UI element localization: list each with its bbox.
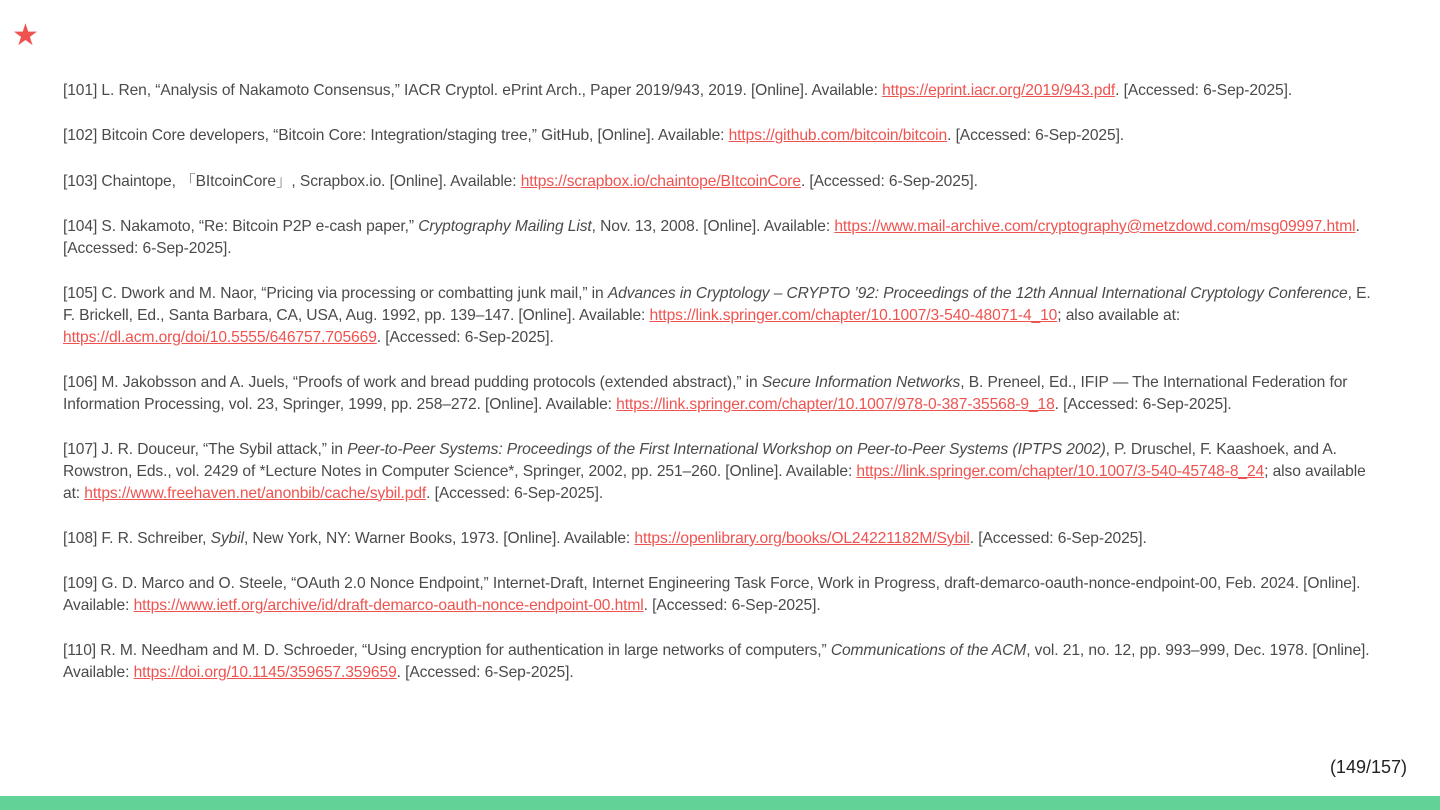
ref-link[interactable]: https://doi.org/10.1145/359657.359659 xyxy=(133,664,397,682)
footer-bar xyxy=(0,796,1440,810)
reference-108 xyxy=(63,528,1381,550)
ref-text: , Nov. 13, 2008. [Online]. Available: xyxy=(591,217,835,235)
ref-text: . [Accessed: 6-Sep-2025]. xyxy=(426,484,604,502)
ref-link[interactable]: https://link.springer.com/chapter/10.1007/3-540-48071-4_10 xyxy=(649,306,1058,324)
reference-102 xyxy=(63,125,1381,147)
ref-link[interactable]: https://github.com/bitcoin/bitcoin xyxy=(728,127,948,145)
ref-venue: Communications of the ACM xyxy=(830,642,1027,660)
ref-venue: Advances in Cryptology – CRYPTO ’92: Proceedings of the 12th Annual International Cryptology Conference xyxy=(607,284,1348,302)
reference-109 xyxy=(63,573,1381,617)
star-icon: ★ xyxy=(12,18,39,53)
ref-text: [105] C. Dwork and M. Naor, “Pricing via processing or combatting junk mail,” in xyxy=(63,284,608,302)
reference-110 xyxy=(63,640,1381,684)
ref-venue: Cryptography Mailing List xyxy=(418,217,592,235)
ref-text: . [Accessed: 6-Sep-2025]. xyxy=(1115,82,1293,99)
ref-text: ; also available at: xyxy=(63,462,1366,502)
ref-text: , New York, NY: Warner Books, 1973. [Online]. Available: xyxy=(243,529,635,547)
ref-text: . [Accessed: 6-Sep-2025]. xyxy=(969,529,1147,547)
ref-text: , E. F. Brickell, Ed., Santa Barbara, CA, USA, Aug. 1992, pp. 139–147. [Online]. Available: xyxy=(63,284,1371,324)
ref-text: . [Accessed: 6-Sep-2025]. xyxy=(947,127,1125,145)
ref-venue: Secure Information Networks xyxy=(761,373,961,391)
ref-text: . [Accessed: 6-Sep-2025]. xyxy=(63,217,1360,257)
ref-venue: Sybil xyxy=(210,529,244,547)
ref-text: . [Accessed: 6-Sep-2025]. xyxy=(800,172,978,190)
ref-venue: Peer-to-Peer Systems: Proceedings of the First International Workshop on Peer-to-Peer Systems (IPTPS 2002) xyxy=(347,440,1106,458)
ref-text: [101] L. Ren, “Analysis of Nakamoto Consensus,” IACR Cryptol. ePrint Arch., Paper 2019/943, 2019. [Online]. Available: xyxy=(63,82,883,99)
ref-link-alt[interactable]: https://www.freehaven.net/anonbib/cache/sybil.pdf xyxy=(84,484,427,502)
ref-link[interactable]: https://openlibrary.org/books/OL24221182M/Sybil xyxy=(634,529,970,547)
ref-text: . [Accessed: 6-Sep-2025]. xyxy=(1054,395,1232,413)
ref-text: [108] F. R. Schreiber, xyxy=(63,529,211,547)
reference-107 xyxy=(63,439,1381,504)
ref-text: ; also available at: xyxy=(1057,306,1181,324)
ref-text: , vol. 21, no. 12, pp. 993–999, Dec. 1978. [Online]. Available: xyxy=(63,642,1370,682)
ref-text: . [Accessed: 6-Sep-2025]. xyxy=(396,664,574,682)
ref-text: [109] G. D. Marco and O. Steele, “OAuth 2.0 Nonce Endpoint,” Internet-Draft, Internet Engineering Task Force, Work in Progress, draft-demarco-oauth-nonce-endpoint-00, Feb. 2024. [Online]. Available: xyxy=(63,575,1361,614)
reference-list xyxy=(63,80,1381,707)
ref-link[interactable]: https://scrapbox.io/chaintope/BItcoinCore xyxy=(520,172,801,190)
ref-text: [102] Bitcoin Core developers, “Bitcoin Core: Integration/staging tree,” GitHub, [Online]. Available: xyxy=(63,127,729,145)
ref-text: , B. Preneel, Ed., IFIP — The International Federation for Information Processing, vol. 23, Springer, 1999, pp. 258–272. [Online]. Available: xyxy=(63,373,1348,413)
ref-link[interactable]: https://link.springer.com/chapter/10.1007/3-540-45748-8_24 xyxy=(856,462,1265,480)
ref-text: [103] Chaintope, 「BItcoinCore」, Scrapbox.io. [Online]. Available: xyxy=(63,172,521,190)
ref-text: [107] J. R. Douceur, “The Sybil attack,” in xyxy=(63,440,348,458)
reference-103 xyxy=(63,171,1381,193)
reference-105 xyxy=(63,283,1381,348)
ref-text: [104] S. Nakamoto, “Re: Bitcoin P2P e-cash paper,” xyxy=(63,217,419,235)
ref-link-alt[interactable]: https://dl.acm.org/doi/10.5555/646757.705669 xyxy=(63,328,377,346)
reference-106 xyxy=(63,372,1381,416)
ref-text: [110] R. M. Needham and M. D. Schroeder, “Using encryption for authentication in large networks of computers,” xyxy=(63,642,831,660)
reference-101 xyxy=(63,80,1381,102)
ref-link[interactable]: https://link.springer.com/chapter/10.1007/978-0-387-35568-9_18 xyxy=(616,395,1055,413)
ref-link[interactable]: https://www.mail-archive.com/cryptography@metzdowd.com/msg09997.html xyxy=(834,217,1356,235)
page-indicator: (149/157) xyxy=(1329,757,1407,777)
ref-text: [106] M. Jakobsson and A. Juels, “Proofs of work and bread pudding protocols (extended abstract),” in xyxy=(63,373,762,391)
ref-text: . [Accessed: 6-Sep-2025]. xyxy=(643,596,821,614)
ref-link[interactable]: https://www.ietf.org/archive/id/draft-demarco-oauth-nonce-endpoint-00.html xyxy=(133,596,644,614)
reference-104 xyxy=(63,216,1381,260)
ref-text: , P. Druschel, F. Kaashoek, and A. Rowstron, Eds., vol. 2429 of *Lecture Notes in Computer Science*, Springer, 2002, pp. 251–260. [Online]. Available: xyxy=(63,440,1337,480)
ref-link[interactable]: https://eprint.iacr.org/2019/943.pdf xyxy=(882,82,1116,99)
ref-text: . [Accessed: 6-Sep-2025]. xyxy=(376,328,554,346)
